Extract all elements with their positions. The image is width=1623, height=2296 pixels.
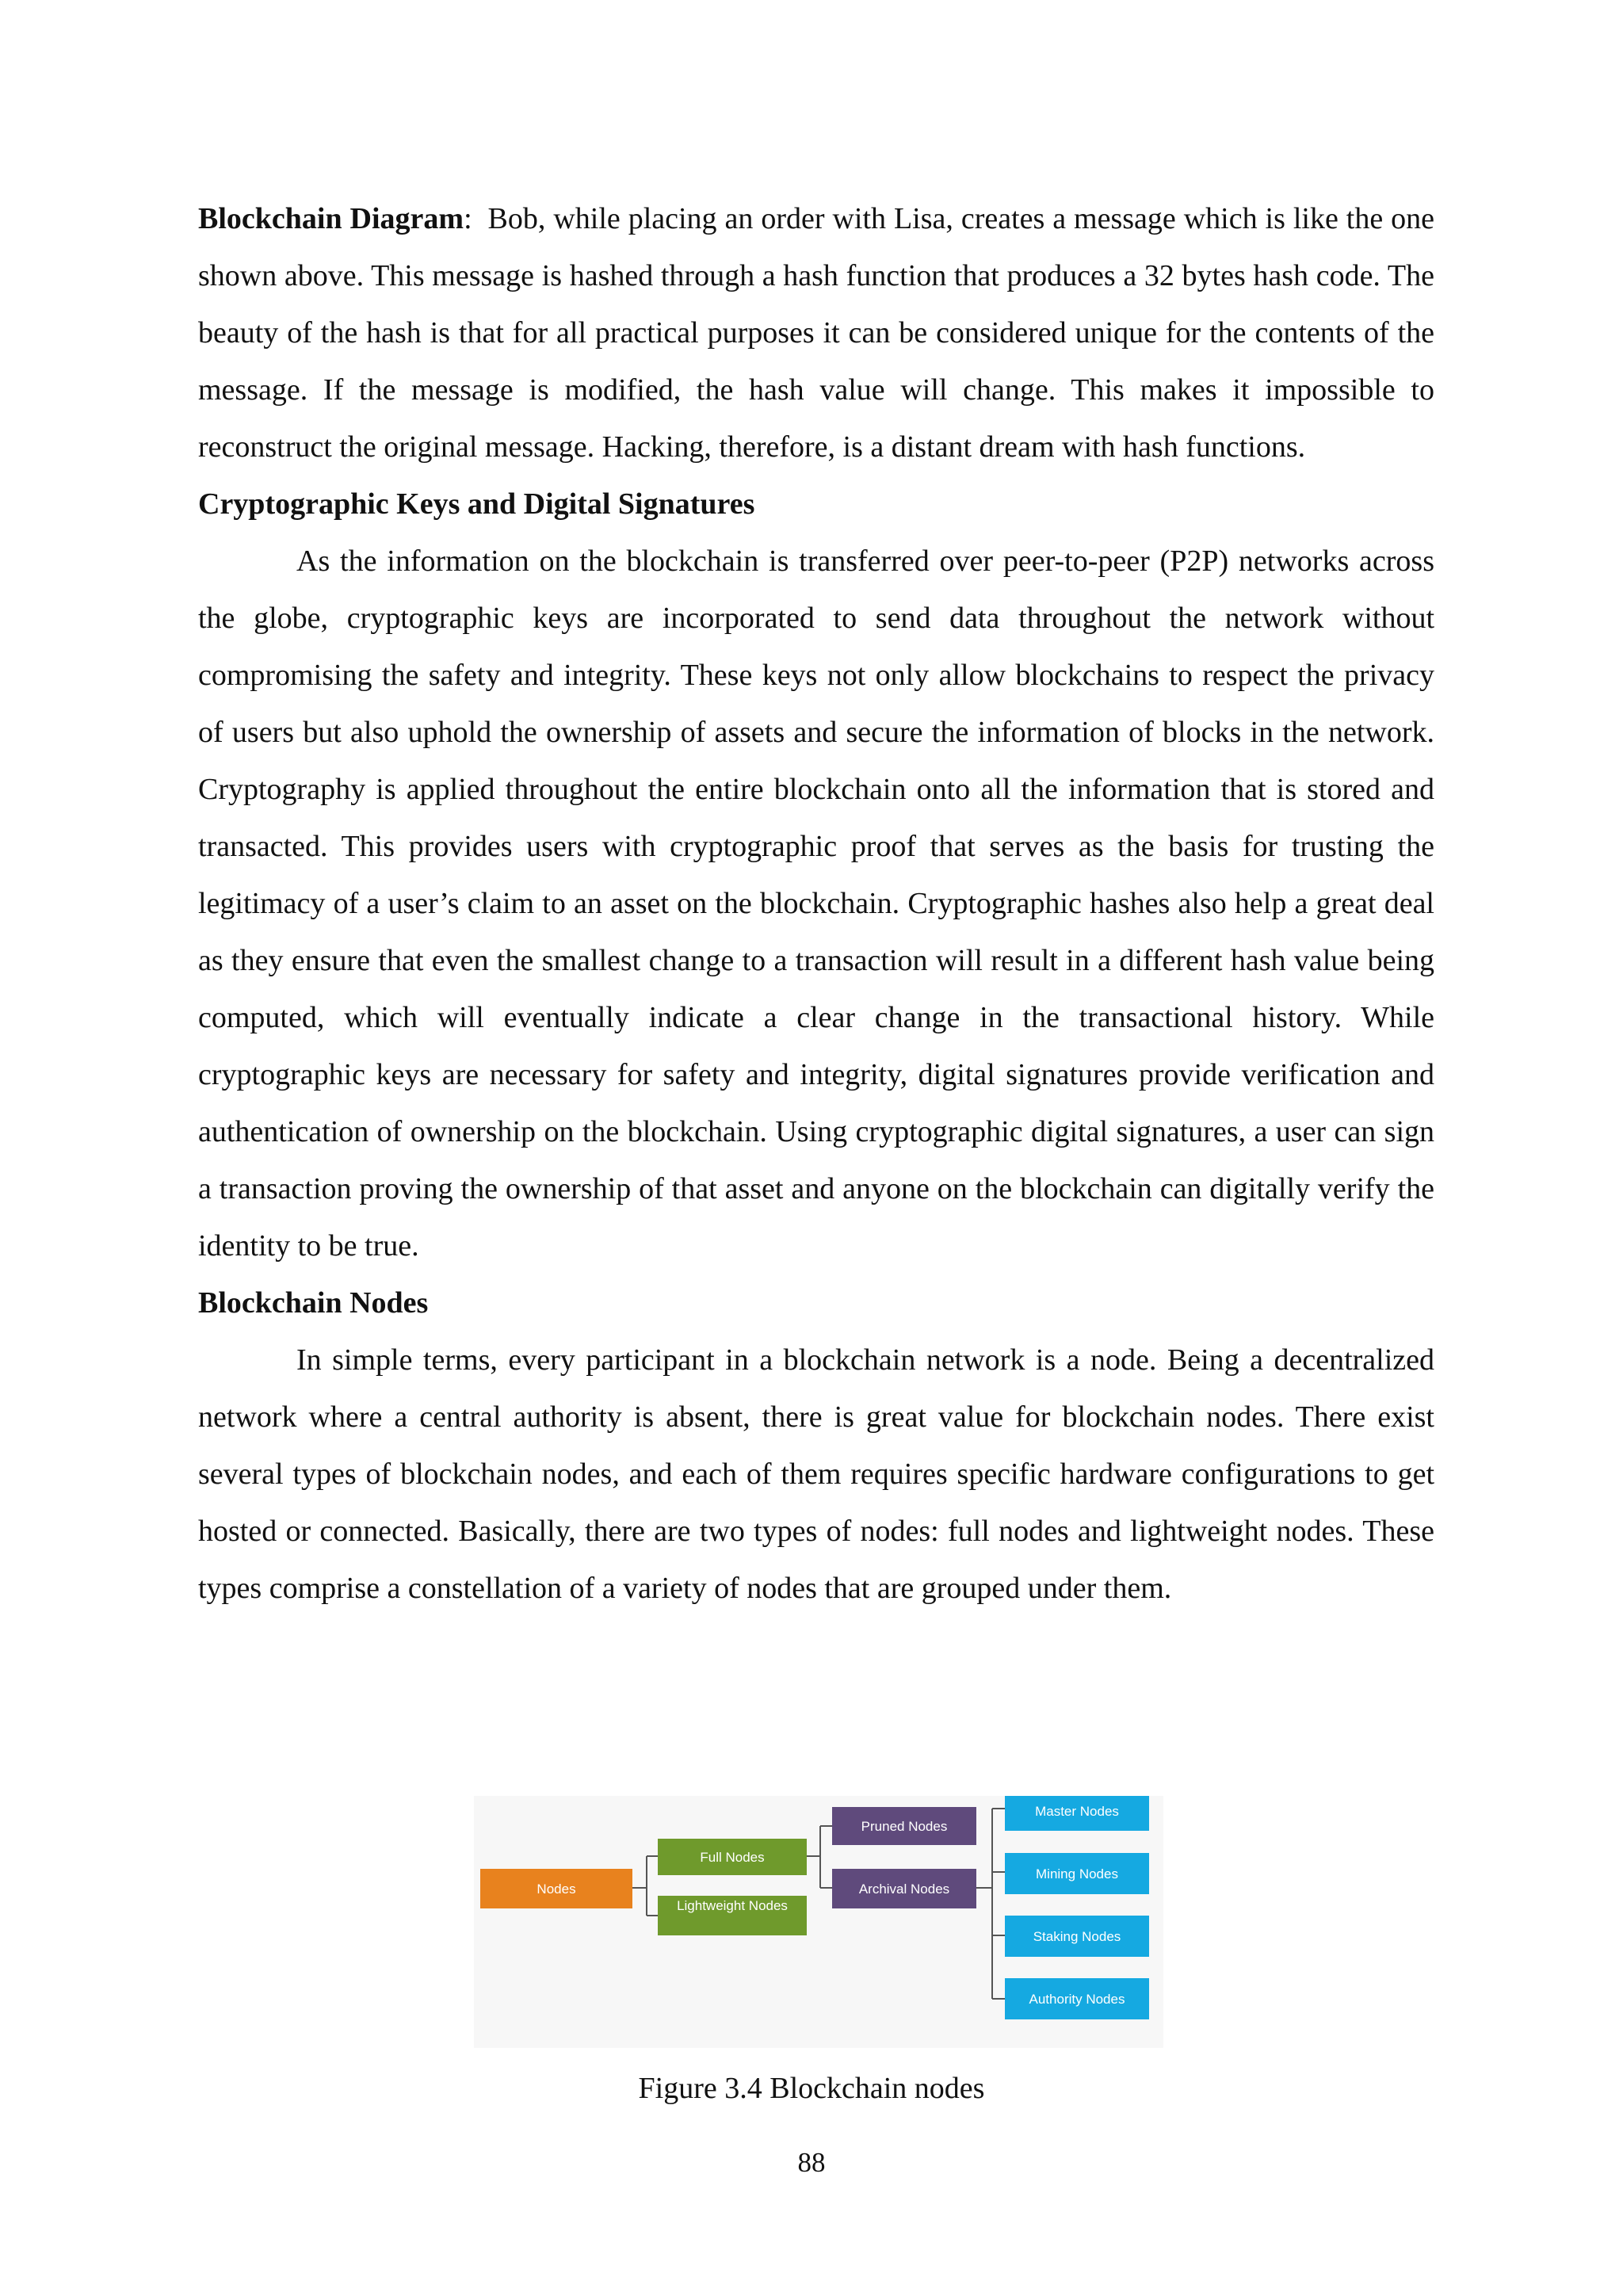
node-authority	[1005, 1978, 1149, 2019]
node-lightweight	[658, 1896, 807, 1935]
section-heading-crypto: Cryptographic Keys and Digital Signatures	[198, 487, 755, 521]
paragraph-blockchain-diagram	[198, 190, 1434, 476]
node-staking-label: Staking Nodes	[1033, 1929, 1121, 1944]
diagram-svg	[474, 1796, 1163, 2048]
node-full	[658, 1839, 807, 1875]
node-pruned-label: Pruned Nodes	[861, 1819, 948, 1834]
node-archival-label: Archival Nodes	[858, 1881, 950, 1897]
page-number: 88	[797, 2147, 826, 2178]
paragraph-crypto: As the information on the blockchain is transferred over peer-to-peer (P2P) networks across the globe, cryptographic keys are incorporated to send data throughout the network without compromising the safety and integrity. These keys not only allow blockchains to respect the privacy of users but also uphold the ownership of assets and secure the information of blocks in the network. Cryptography is applied throughout the entire blockchain onto all the information that is stored and transacted. This provides users with cryptographic proof that serves as the basis for trusting the legitimacy of a user’s claim to an asset on the blockchain. Cryptographic hashes also help a great deal as they ensure that even the smallest change to a transaction will result in a different hash value being computed, which will eventually indicate a clear change in the transactional history. While cryptographic keys are necessary for safety and integrity, digital signatures provide verification and authentication of ownership on the blockchain. Using cryptographic digital signatures, a user can sign a transaction proving the ownership of that asset and anyone on the blockchain can digitally verify the identity to be true.	[198, 544, 1434, 1263]
connector-archival-level3	[976, 1809, 1005, 1999]
lead-term: Blockchain Diagram	[198, 202, 464, 235]
node-master-label: Master Nodes	[1035, 1804, 1119, 1819]
node-archival	[832, 1869, 976, 1908]
page-body	[198, 190, 1434, 1617]
node-mining-label: Mining Nodes	[1036, 1866, 1118, 1881]
paragraph-text: Bob, while placing an order with Lisa, creates a message which is like the one shown above. This message is hashed through a hash function that produces a 32 bytes hash code. The beauty of the hash is that for all practical purposes it can be considered unique for the contents of the message. If the message is modified, the hash value will change. This makes it impossible to reconstruct the original message. Hacking, therefore, is a distant dream with hash functions.	[198, 202, 1435, 464]
connector-root-level1	[632, 1856, 658, 1916]
figure-caption: Figure 3.4 Blockchain nodes	[638, 2072, 985, 2105]
node-master	[1005, 1796, 1149, 1831]
connector-full-level2	[807, 1826, 832, 1888]
node-staking	[1005, 1916, 1149, 1957]
node-mining	[1005, 1853, 1149, 1894]
node-authority-label: Authority Nodes	[1029, 1992, 1125, 2007]
node-hierarchy-diagram	[474, 1796, 1163, 2048]
node-lightweight-label: Lightweight Nodes	[677, 1898, 788, 1913]
node-full-label: Full Nodes	[700, 1850, 765, 1865]
node-root	[480, 1869, 632, 1908]
node-pruned	[832, 1807, 976, 1845]
section-heading-nodes: Blockchain Nodes	[198, 1286, 429, 1320]
paragraph-nodes: In simple terms, every participant in a blockchain network is a node. Being a decentralized network where a central authority is absent, there is great value for blockchain nodes. There exist several types of blockchain nodes, and each of them requires specific hardware configurations to get hosted or connected. Basically, there are two types of nodes: full nodes and lightweight nodes. These types comprise a constellation of a variety of nodes that are grouped under them.	[198, 1343, 1434, 1605]
lead-colon: :	[464, 202, 472, 235]
node-root-label: Nodes	[537, 1881, 576, 1897]
